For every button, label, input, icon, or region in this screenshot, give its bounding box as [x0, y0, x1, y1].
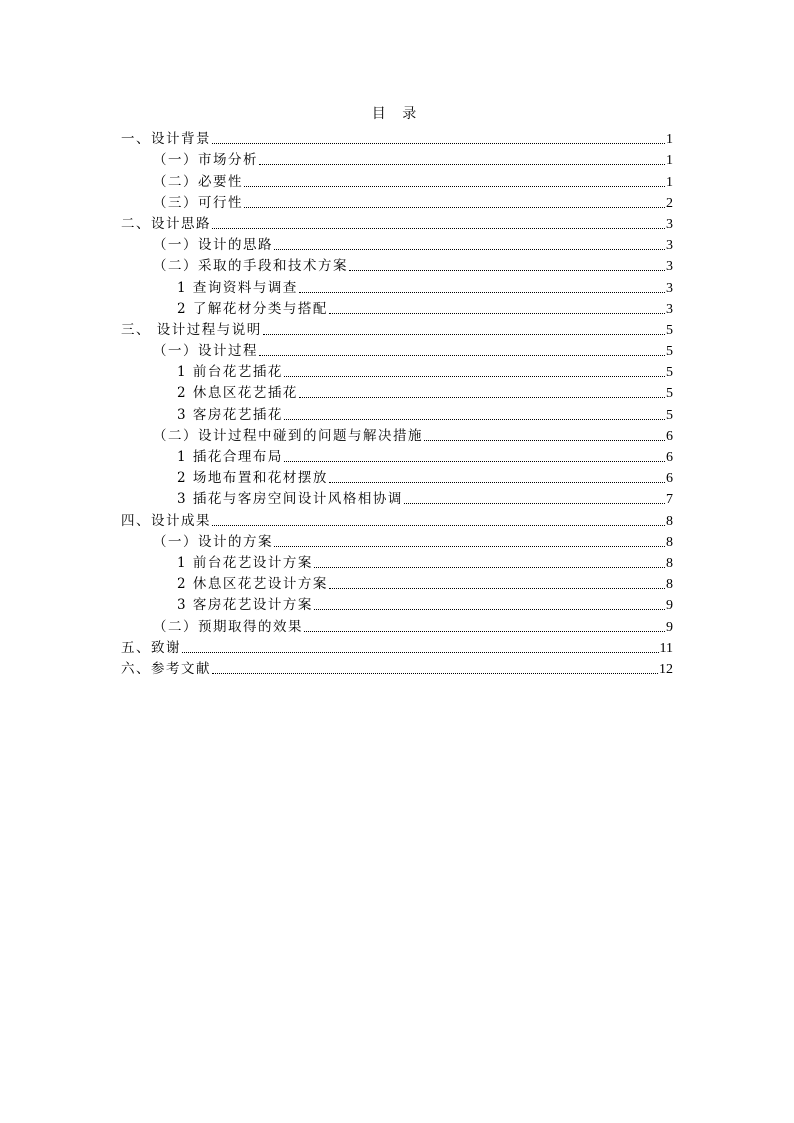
toc-dot-leader: [404, 503, 665, 504]
toc-dot-leader: [274, 249, 665, 250]
toc-dot-leader: [314, 609, 665, 610]
toc-dot-leader: [212, 228, 665, 229]
toc-entry-page-number: 5: [666, 365, 673, 381]
toc-dot-leader: [259, 164, 665, 165]
toc-entry-label: 1 前台花艺设计方案: [177, 554, 313, 571]
toc-entry[interactable]: [121, 508, 673, 529]
toc-entry[interactable]: [121, 127, 673, 148]
toc-entry[interactable]: [121, 169, 673, 190]
toc-entry-page-number: 3: [666, 259, 673, 275]
toc-entry[interactable]: [121, 614, 673, 635]
toc-dot-leader: [329, 588, 665, 589]
toc-entry-page-number: 5: [666, 407, 673, 423]
toc-entry-label: 五、致谢: [121, 639, 181, 656]
toc-dot-leader: [299, 292, 665, 293]
toc-entry-page-number: 5: [666, 386, 673, 402]
toc-entry[interactable]: [121, 402, 673, 423]
toc-entry-label: 2 了解花材分类与搭配: [177, 300, 328, 317]
toc-entry-page-number: 6: [666, 471, 673, 487]
toc-dot-leader: [329, 482, 665, 483]
toc-entry-label: 六、参考文献: [121, 660, 211, 677]
toc-entry-label: 1 插花合理布局: [177, 449, 283, 465]
toc-entry-label: 1 查询资料与调查: [177, 279, 298, 296]
toc-entry-label: 四、设计成果: [121, 512, 211, 529]
toc-dot-leader: [259, 355, 665, 356]
toc-entry-label: （二）必要性: [153, 173, 243, 190]
toc-dot-leader: [304, 631, 665, 632]
toc-entry-page-number: 8: [666, 534, 673, 550]
toc-entry-page-number: 3: [666, 238, 673, 254]
toc-entry[interactable]: [121, 593, 673, 614]
toc-entry-page-number: 12: [659, 661, 673, 677]
toc-entry-label: （二）预期取得的效果: [153, 618, 303, 635]
toc-dot-leader: [263, 334, 665, 335]
toc-entry-page-number: 8: [666, 513, 673, 529]
toc-title: 目 录: [371, 106, 423, 122]
toc-entry-label: （一）市场分析: [153, 152, 258, 169]
toc-entry-label: 3 客房花艺插花: [177, 406, 283, 423]
toc-entry[interactable]: [121, 339, 673, 360]
toc-entry[interactable]: [121, 254, 673, 275]
toc-dot-leader: [284, 376, 665, 377]
toc-entry[interactable]: [121, 551, 673, 572]
toc-dot-leader: [212, 143, 665, 144]
toc-entry[interactable]: [121, 466, 673, 487]
toc-entry[interactable]: [121, 148, 673, 169]
toc-dot-leader: [244, 207, 665, 208]
toc-entry-label: 2 场地布置和花材摆放: [177, 470, 328, 487]
toc-entry[interactable]: [121, 381, 673, 402]
toc-entry-label: 3 客房花艺设计方案: [177, 597, 313, 614]
toc-entry-page-number: 8: [666, 577, 673, 593]
toc-entry-page-number: 3: [666, 280, 673, 296]
toc-entry[interactable]: [121, 424, 673, 445]
toc-dot-leader: [284, 461, 665, 462]
toc-entry-label: 一、设计背景: [121, 131, 211, 148]
toc-entry[interactable]: [121, 212, 673, 233]
toc-dot-leader: [329, 313, 665, 314]
toc-dot-leader: [284, 419, 665, 420]
toc-entry[interactable]: [121, 445, 673, 466]
toc-entry[interactable]: [121, 530, 673, 551]
toc-entry[interactable]: [121, 297, 673, 318]
toc-entry-page-number: 6: [666, 428, 673, 444]
toc-entry-page-number: 5: [666, 322, 673, 338]
toc-entry-label: 1 前台花艺插花: [177, 364, 283, 381]
toc-entry[interactable]: [121, 233, 673, 254]
toc-entry-page-number: 1: [666, 132, 673, 148]
toc-entry-page-number: 6: [666, 450, 673, 465]
toc-entry-page-number: 11: [659, 640, 673, 656]
toc-entry-page-number: 8: [666, 555, 673, 571]
toc-dot-leader: [274, 546, 665, 547]
toc-entry[interactable]: [121, 318, 673, 339]
toc-entry[interactable]: [121, 657, 673, 678]
toc-entry-label: 2 休息区花艺插花: [177, 385, 298, 402]
toc-dot-leader: [314, 567, 665, 568]
toc-entry[interactable]: [121, 191, 673, 212]
toc-entry-page-number: 3: [666, 216, 673, 232]
toc-entry-label: 三、 设计过程与说明: [121, 321, 262, 338]
toc-entry-label: （二）设计过程中碰到的问题与解决措施: [153, 427, 423, 444]
toc-entry-page-number: 1: [666, 153, 673, 169]
toc-entry-label: （一）设计的方案: [153, 533, 273, 550]
toc-dot-leader: [212, 673, 658, 674]
toc-dot-leader: [244, 186, 665, 187]
table-of-contents: [121, 127, 673, 678]
toc-entry-label: （一）设计过程: [153, 343, 258, 360]
toc-entry-page-number: 1: [666, 174, 673, 190]
toc-entry-label: 3 插花与客房空间设计风格相协调: [177, 491, 403, 508]
toc-entry[interactable]: [121, 360, 673, 381]
toc-entry[interactable]: [121, 572, 673, 593]
toc-entry-label: 2 休息区花艺设计方案: [177, 576, 328, 593]
toc-entry-page-number: 7: [666, 492, 673, 508]
toc-entry-label: （二）采取的手段和技术方案: [153, 258, 348, 275]
toc-entry-page-number: 2: [666, 195, 673, 211]
toc-dot-leader: [349, 270, 665, 271]
toc-dot-leader: [212, 525, 665, 526]
toc-entry-page-number: 9: [666, 619, 673, 635]
toc-entry-label: （一）设计的思路: [153, 237, 273, 254]
toc-entry-label: （三）可行性: [153, 194, 243, 211]
toc-dot-leader: [182, 652, 659, 653]
toc-entry-label: 二、设计思路: [121, 215, 211, 232]
toc-entry-page-number: 9: [666, 598, 673, 614]
toc-entry[interactable]: [121, 636, 673, 657]
toc-entry-page-number: 5: [666, 344, 673, 360]
toc-entry[interactable]: [121, 487, 673, 508]
toc-entry-page-number: 3: [666, 301, 673, 317]
toc-entry[interactable]: [121, 275, 673, 296]
toc-dot-leader: [299, 397, 665, 398]
toc-dot-leader: [424, 440, 665, 441]
